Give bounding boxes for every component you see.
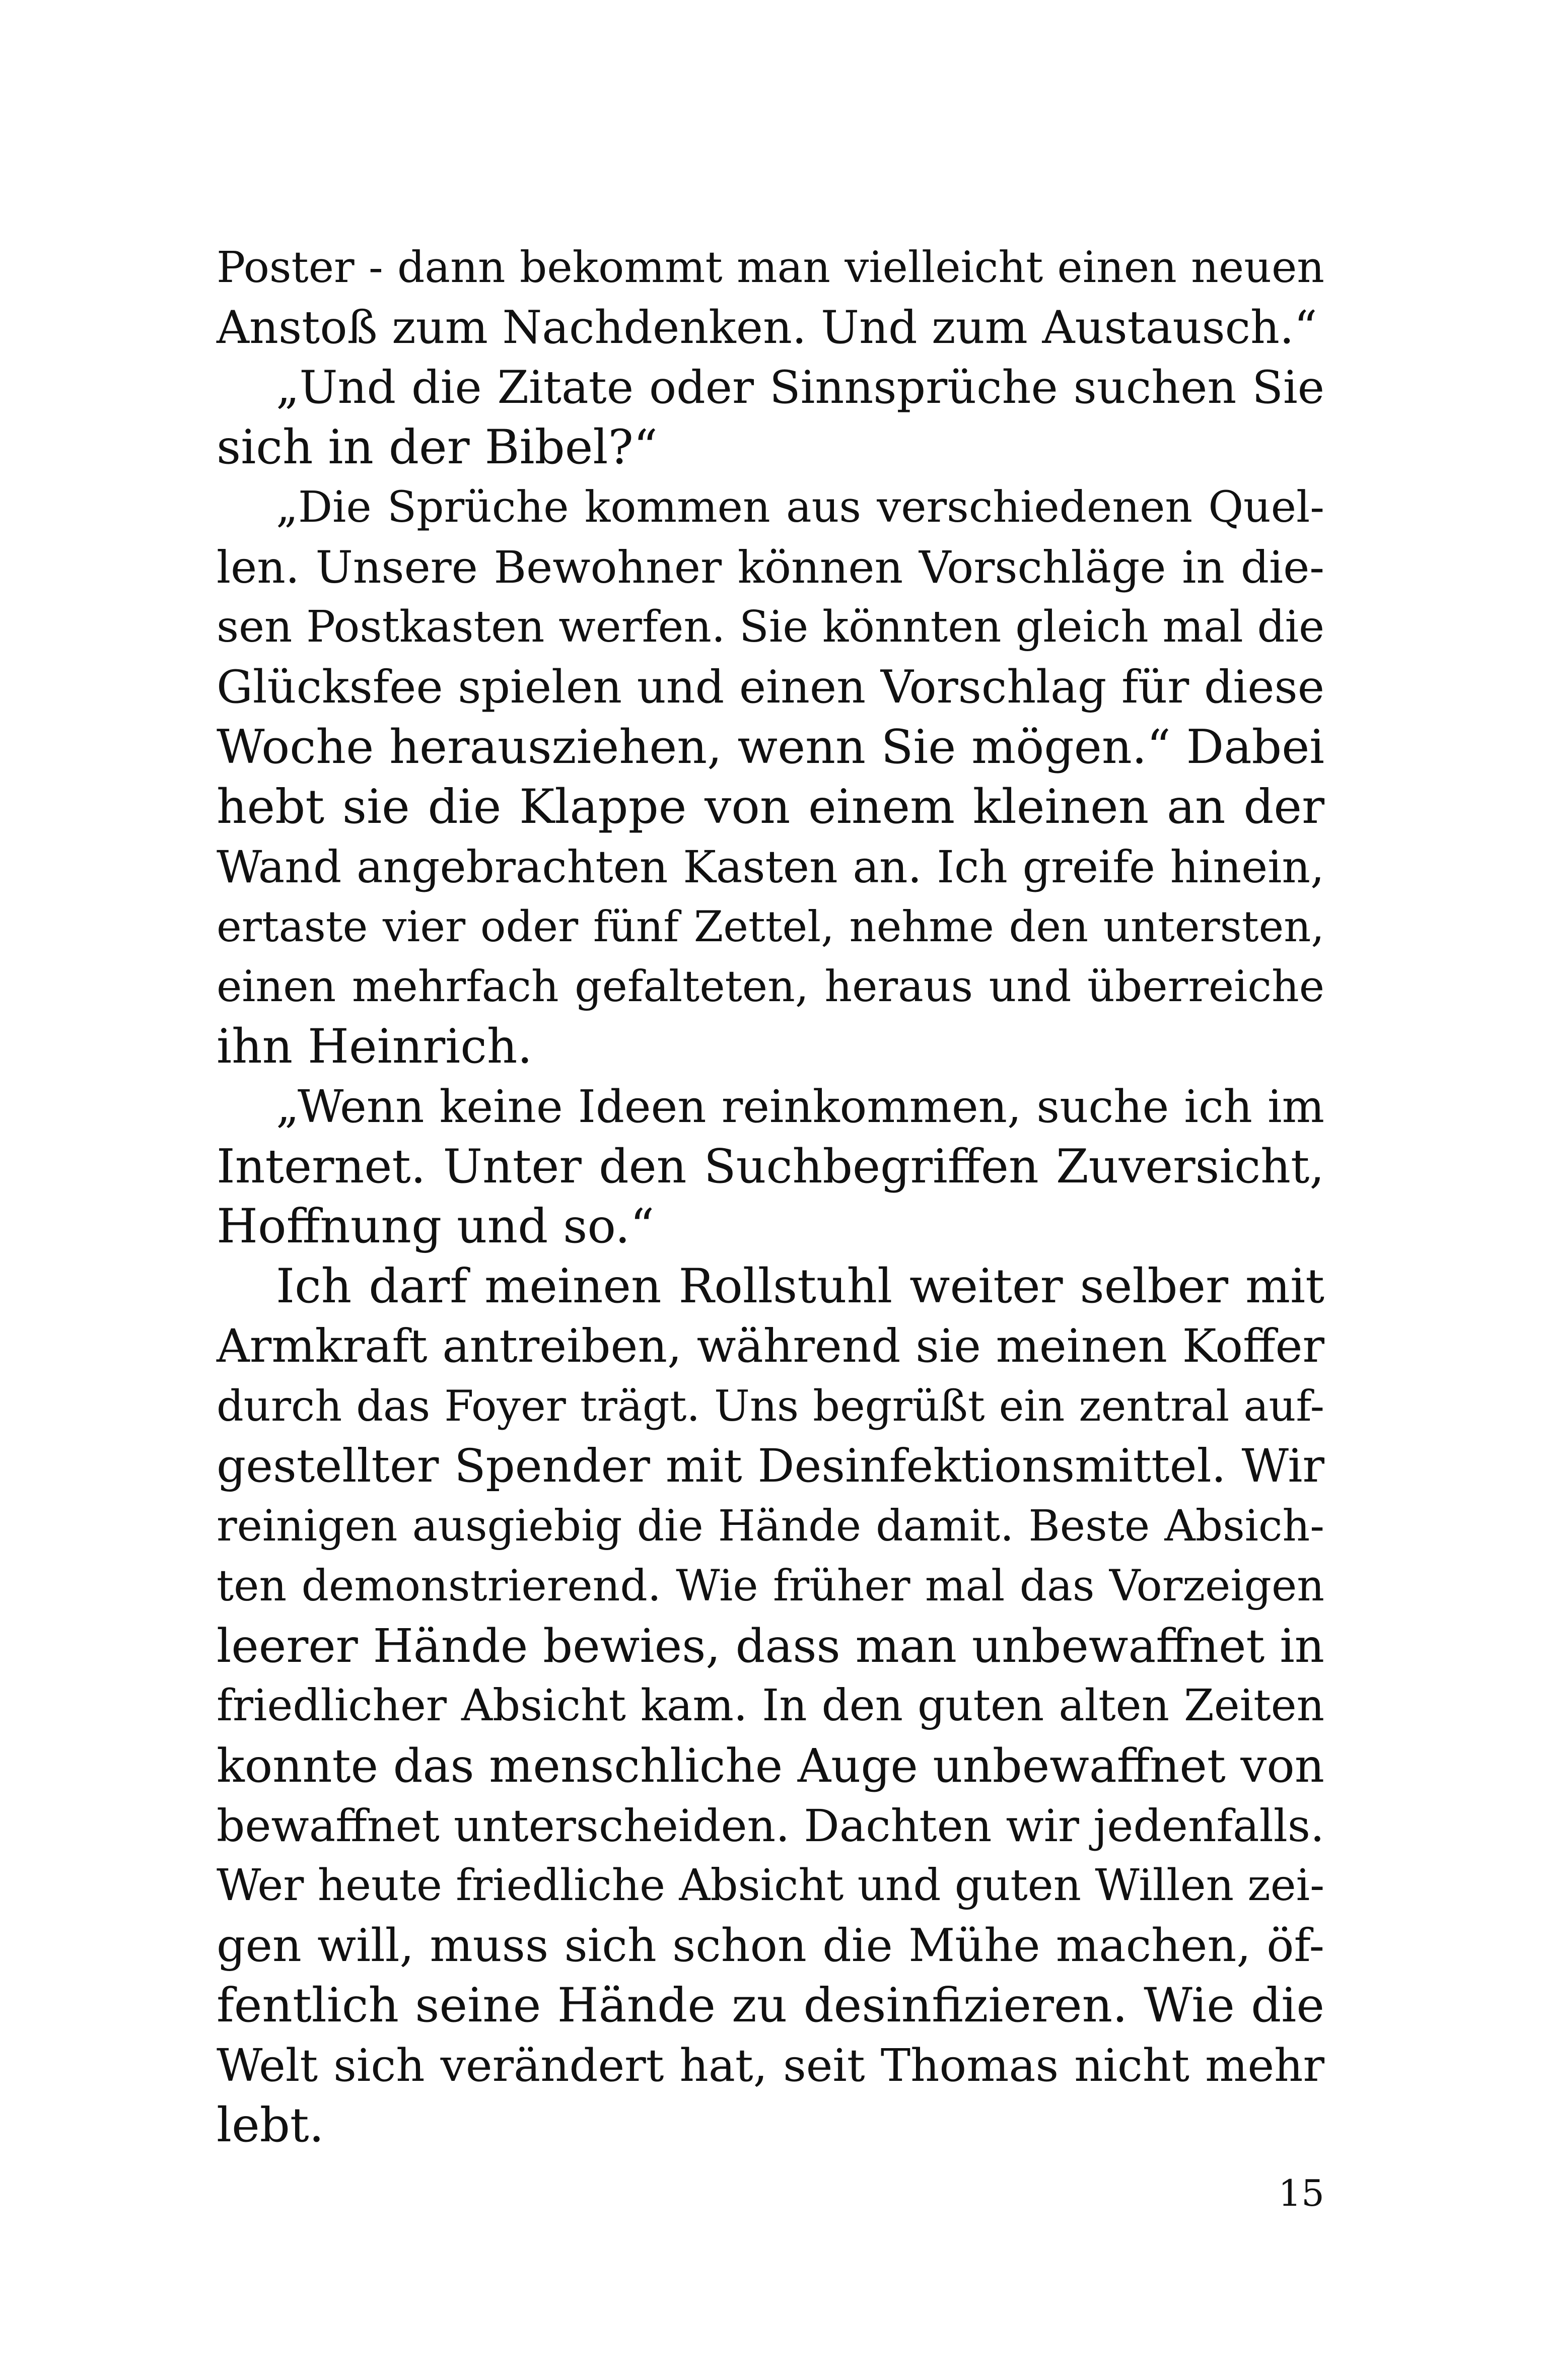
text-line: friedlicher Absicht kam. In den guten alten Zeiten bbox=[217, 1681, 1324, 1731]
text-line: „Wenn keine Ideen reinkommen, suche ich im bbox=[276, 1080, 1324, 1133]
body-text bbox=[217, 238, 1324, 2155]
text-line: sen Postkasten werfen. Sie könnten gleich mal die bbox=[217, 602, 1324, 652]
text-line: gestellter Spender mit Desinfektionsmittel. Wir bbox=[217, 1440, 1324, 1493]
text-line: „Die Sprüche kommen aus verschiedenen Quel- bbox=[276, 482, 1324, 532]
text-line: Poster - dann bekommt man vielleicht einen neuen bbox=[217, 243, 1324, 293]
text-line: konnte das menschliche Auge unbewaffnet von bbox=[217, 1739, 1324, 1793]
text-line: ihn Heinrich. bbox=[217, 1019, 533, 1074]
text-line: Welt sich verändert hat, seit Thomas nicht mehr bbox=[217, 2039, 1324, 2091]
text-line: Wer heute friedliche Absicht und guten Willen zei- bbox=[217, 1860, 1325, 1911]
text-line: ten demonstrierend. Wie früher mal das Vorzeigen bbox=[217, 1561, 1324, 1611]
page-number: 15 bbox=[1278, 2172, 1324, 2214]
text-line: Woche herausziehen, wenn Sie mögen.“ Dabei bbox=[217, 720, 1324, 774]
text-line: leerer Hände bewies, dass man unbewaffnet in bbox=[217, 1619, 1324, 1673]
text-line: durch das Foyer trägt. Uns begrüßt ein zentral auf- bbox=[217, 1381, 1324, 1431]
text-line: sich in der Bibel?“ bbox=[217, 420, 658, 475]
text-line: bewaffnet unterscheiden. Dachten wir jedenfalls. bbox=[217, 1800, 1324, 1852]
text-line: Ich darf meinen Rollstuhl weiter selber mit bbox=[276, 1259, 1324, 1314]
text-line: hebt sie die Klappe von einem kleinen an der bbox=[217, 780, 1324, 834]
text-line: len. Unsere Bewohner können Vorschläge in die- bbox=[217, 541, 1324, 593]
text-line: lebt. bbox=[217, 2098, 324, 2153]
text-line: ertaste vier oder fünf Zettel, nehme den untersten, bbox=[217, 902, 1324, 951]
text-line: gen will, muss sich schon die Mühe machen, öf- bbox=[217, 1919, 1324, 1972]
text-line: Wand angebrachten Kasten an. Ich greife hinein, bbox=[217, 841, 1324, 893]
text-line: einen mehrfach gefalteten, heraus und überreiche bbox=[217, 962, 1324, 1012]
text-line: Internet. Unter den Suchbegriffen Zuversicht, bbox=[217, 1139, 1324, 1194]
text-line: reinigen ausgiebig die Hände damit. Beste Absich- bbox=[217, 1501, 1324, 1551]
text-line: Hoffnung und so.“ bbox=[217, 1199, 655, 1254]
text-line: „Und die Zitate oder Sinnsprüche suchen Sie bbox=[276, 361, 1324, 414]
text-line: Armkraft antreiben, während sie meinen Koffer bbox=[217, 1320, 1324, 1373]
text-line: Anstoß zum Nachdenken. Und zum Austausch.“ bbox=[217, 301, 1317, 354]
text-line: Glücksfee spielen und einen Vorschlag für diese bbox=[217, 661, 1324, 714]
text-line: fentlich seine Hände zu desinfizieren. Wie die bbox=[217, 1978, 1324, 2033]
